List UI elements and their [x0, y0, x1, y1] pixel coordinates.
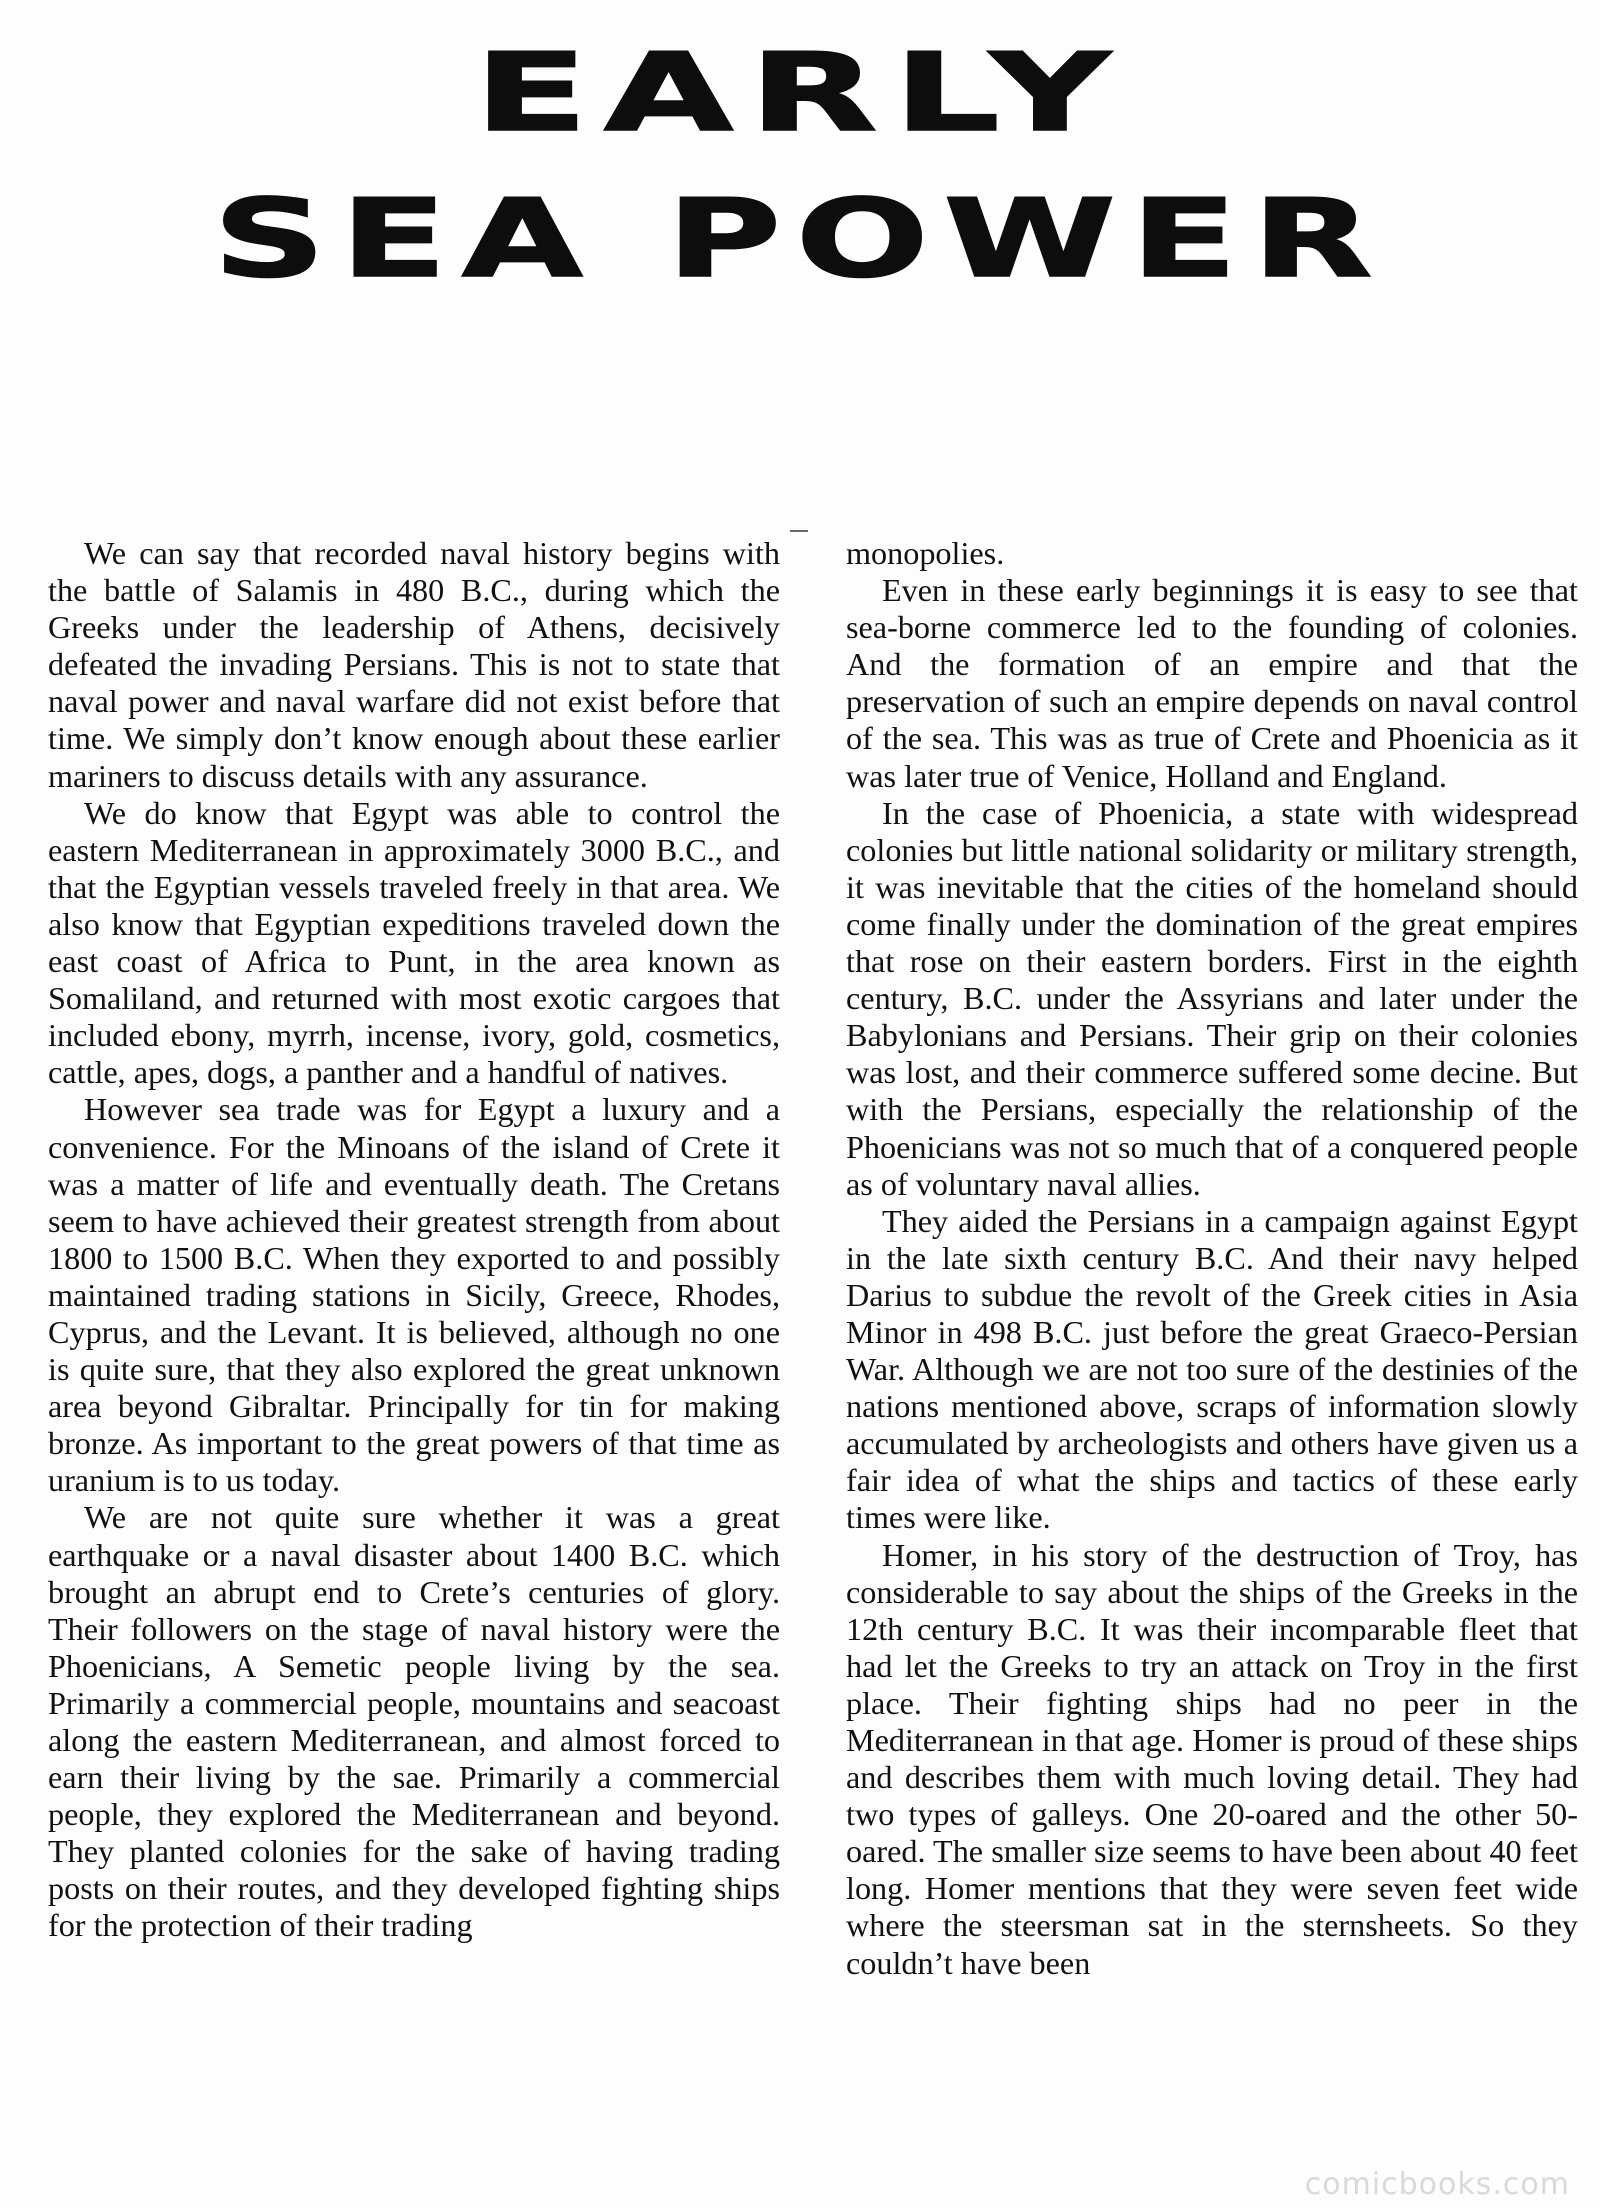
watermark: comicbooks.com — [1304, 2167, 1570, 2202]
left-column — [48, 535, 780, 2185]
paragraph-continuation: monopolies. — [846, 535, 1005, 571]
paragraph: However sea trade was for Egypt a luxury and a convenience. For the Minoans of the island of Crete it was a matter of life and eventually death. The Cretans seem to have achieved their greatest strength from about 1800 to 1500 B.C. When they exported to and possibly maintained trading stations in Sicily, Greece, Rhodes, Cyprus, and the Levant. It is believed, although no one is quite sure, that they also explored the great unknown area beyond Gibraltar. Principally for tin for making bronze. As important to the great powers of that time as uranium is to us today. — [48, 1091, 780, 1499]
gutter-divider — [790, 530, 808, 532]
article-body — [48, 535, 1580, 2185]
paragraph: In the case of Phoenicia, a state with widespread colonies but little national solidarity or military strength, it was inevitable that the cities of the homeland should come finally under the domination of the great empires that rose on their eastern borders. First in the eighth century, B.C. under the Assyrians and later under the Babylonians and Persians. Their grip on their colonies was lost, and their commerce suffered some decine. But with the Persians, especially the relationship of the Phoenicians was not so much that of a conquered people as of voluntary naval allies. — [846, 794, 1578, 1202]
paragraph: We are not quite sure whether it was a great earthquake or a naval disaster about 1400 B.C. which brought an abrupt end to Crete’s centuries of glory. Their followers on the stage of naval history were the Phoenicians, A Semetic people living by the sea. Primarily a commercial people, mountains and seacoast along the eastern Mediterranean, and almost forced to earn their living by the sae. Primarily a commercial people, they explored the Mediterranean and beyond. They planted colonies for the sake of having trading posts on their routes, and they developed fighting ships for the protection of their trading — [48, 1499, 780, 1944]
article-title — [0, 30, 1600, 304]
paragraph: We do know that Egypt was able to control the eastern Mediterranean in approximately 3000 B.C., and that the Egyptian vessels traveled freely in that area. We also know that Egyptian expeditions traveled down the east coast of Africa to Punt, in the area known as Somaliland, and returned with most exotic cargoes that included ebony, myrrh, incense, ivory, gold, cosmetics, cattle, apes, dogs, a panther and a handful of natives. — [48, 794, 780, 1091]
right-column — [846, 535, 1578, 2185]
title-line-1: EARLY — [473, 31, 1127, 156]
paragraph: We can say that recorded naval history begins with the battle of Salamis in 480 B.C., during which the Greeks under the leadership of Athens, decisively defeated the invading Persians. This is not to state that naval power and naval warfare did not exist before that time. We simply don’t know enough about these earlier mariners to discuss details with any assurance. — [48, 535, 780, 794]
paragraph: Homer, in his story of the destruction of Troy, has considerable to say about the ships of the Greeks in the 12th century B.C. It was their incomparable fleet that had let the Greeks to try an attack on Troy in the first place. Their fighting ships had no peer in the Mediterranean in that age. Homer is proud of these ships and describes them with much loving detail. They had two types of galleys. One 20-oared and the other 50-oared. The smaller size seems to have been about 40 feet long. Homer mentions that they were seven feet wide where the steersman sat in the sternsheets. So they couldn’t have been — [846, 1536, 1578, 1981]
paragraph: They aided the Persians in a campaign against Egypt in the late sixth century B.C. And their navy helped Darius to subdue the revolt of the Greek cities in Asia Minor in 498 B.C. just before the great Graeco-Persian War. Although we are not too sure of the destinies of the nations mentioned above, scraps of information slowly accumulated by archeologists and others have given us a fair idea of what the ships and tactics of these early times were like. — [846, 1202, 1578, 1536]
paragraph: Even in these early beginnings it is easy to see that sea-borne commerce led to the founding of colonies. And the formation of an empire and that the preservation of such an empire depends on naval control of the sea. This was as true of Crete and Phoenicia as it was later true of Venice, Holland and England. — [846, 572, 1578, 794]
title-line-2: SEA POWER — [212, 177, 1388, 302]
